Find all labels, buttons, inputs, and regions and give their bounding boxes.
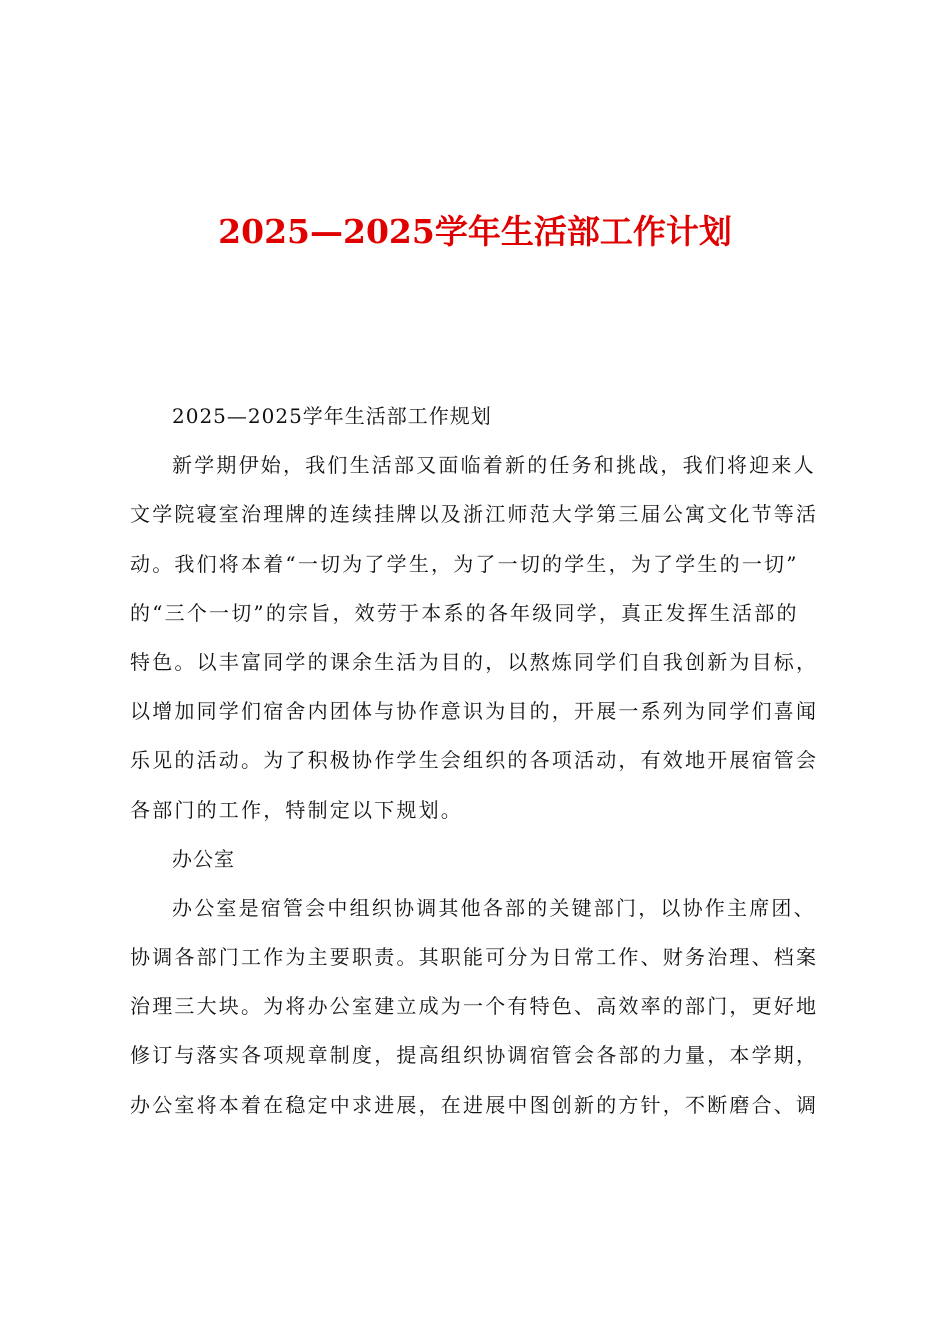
paragraph-line: 各部门的工作，特制定以下规划。 — [130, 797, 463, 822]
paragraph-line: 协调各部门工作为主要职责。其职能可分为日常工作、财务治理、档案 — [130, 945, 819, 970]
paragraph-line: 乐见的活动。为了积极协作学生会组织的各项活动，有效地开展宿管会 — [130, 748, 819, 773]
document-title: 2025—2025学年生活部工作计划 — [218, 212, 732, 251]
paragraph-line: 文学院寝室治理牌的连续挂牌以及浙江师范大学第三届公寓文化节等活 — [130, 502, 819, 527]
paragraph-line: 特色。以丰富同学的课余生活为目的，以熬炼同学们自我创新为目标， — [130, 649, 819, 674]
paragraph-line: 的“三个一切”的宗旨，效劳于本系的各年级同学，真正发挥生活部的 — [130, 600, 799, 625]
paragraph-line: 新学期伊始，我们生活部又面临着新的任务和挑战，我们将迎来人 — [172, 453, 816, 478]
paragraph-line: 办公室是宿管会中组织协调其他各部的关键部门，以协作主席团、 — [172, 895, 816, 920]
section-heading-plan: 2025—2025学年生活部工作规划 — [172, 404, 492, 428]
section-heading-office: 办公室 — [172, 846, 235, 871]
document-body — [130, 392, 830, 1130]
paragraph-line: 以增加同学们宿舍内团体与协作意识为目的，开展一系列为同学们喜闻 — [130, 699, 819, 724]
paragraph-line: 动。我们将本着“一切为了学生，为了一切的学生，为了学生的一切” — [130, 551, 799, 576]
paragraph-line: 办公室将本着在稳定中求进展，在进展中图创新的方针，不断磨合、调 — [130, 1092, 819, 1117]
paragraph-line: 治理三大块。为将办公室建立成为一个有特色、高效率的部门，更好地 — [130, 994, 819, 1019]
paragraph-line: 修订与落实各项规章制度，提高组织协调宿管会各部的力量，本学期， — [130, 1043, 819, 1068]
